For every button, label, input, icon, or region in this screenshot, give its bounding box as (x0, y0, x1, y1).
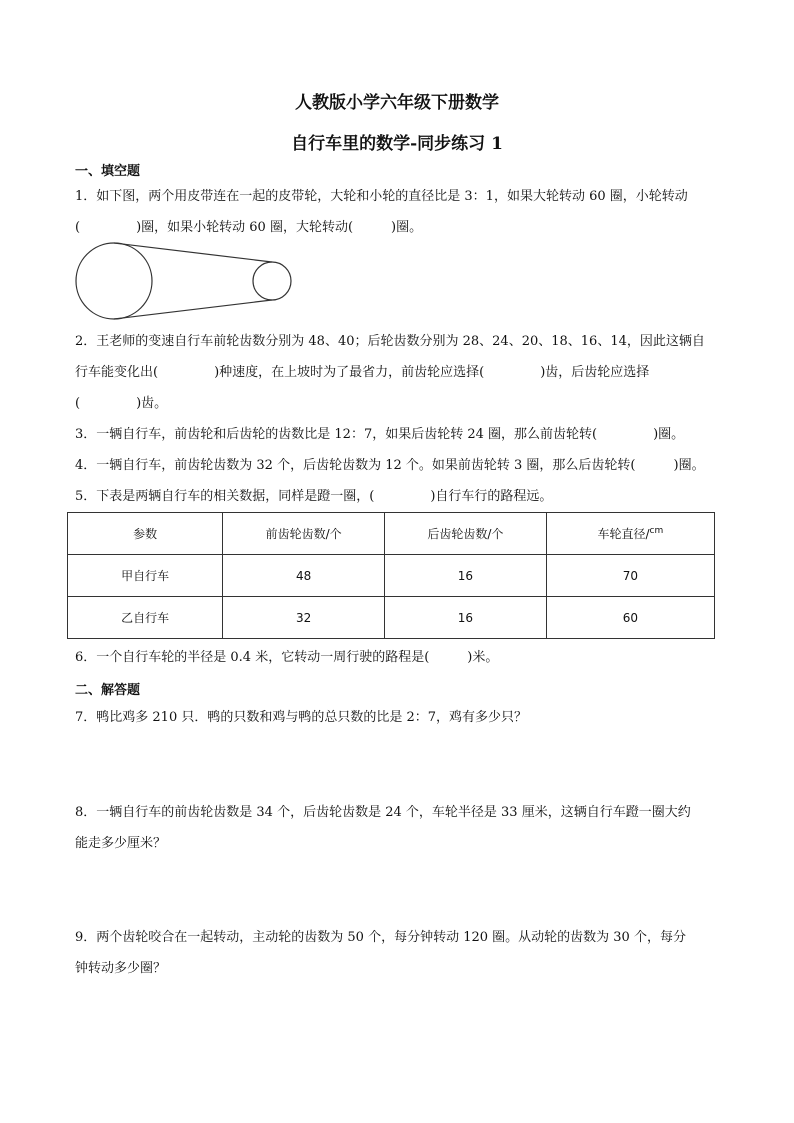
question-7: 7．鸭比鸡多 210 只．鸭的只数和鸡与鸭的总只数的比是 2：7，鸡有多少只？ (75, 710, 528, 725)
table-cell: 32 (223, 597, 385, 639)
table-cell: 乙自行车 (68, 597, 223, 639)
table-cell: 16 (385, 597, 547, 639)
table-cell: 70 (546, 555, 714, 597)
question-8-line-2: 能走多少厘米？ (75, 836, 167, 851)
table-header-cell: 车轮直径/$^{cm}$ (546, 513, 714, 555)
question-6: 6．一个自行车轮的半径是 0.4 米，它转动一周行驶的路程是( )米。 (75, 650, 499, 665)
table-cell: 16 (385, 555, 547, 597)
table-header-row (68, 513, 715, 555)
page-subtitle: 自行车里的数学-同步练习 1 (291, 134, 503, 154)
table-row (68, 597, 715, 639)
table-cell: 48 (223, 555, 385, 597)
bicycle-data-table (67, 512, 715, 639)
question-1-line-1: 1．如下图，两个用皮带连在一起的皮带轮，大轮和小轮的直径比是 3：1，如果大轮转动 60 圈，小轮转动 (75, 189, 688, 204)
section-problems: 二、解答题 (75, 683, 141, 698)
table-cell: 60 (546, 597, 714, 639)
question-3: 3．一辆自行车，前齿轮和后齿轮的齿数比是 12：7，如果后齿轮转 24 圈，那么前齿轮转( )圈。 (75, 427, 685, 442)
large-pulley (76, 243, 152, 319)
question-1 (75, 181, 725, 243)
belt-pulley-diagram (74, 242, 296, 322)
question-2-line-3: ( )齿。 (75, 396, 168, 411)
question-5: 5．下表是两辆自行车的相关数据，同样是蹬一圈，( )自行车行的路程远。 (75, 489, 553, 504)
question-4: 4．一辆自行车，前齿轮齿数为 32 个，后齿轮齿数为 12 个。如果前齿轮转 3 圈，那么后齿轮转( )圈。 (75, 458, 705, 473)
unit-label: cm (649, 526, 664, 536)
question-1-line-2: ( )圈，如果小轮转动 60 圈，大轮转动( )圈。 (75, 220, 423, 235)
belt-bottom (114, 300, 272, 319)
question-8 (75, 797, 725, 859)
question-9 (75, 922, 725, 984)
table-row (68, 555, 715, 597)
question-2-line-1: 2．王老师的变速自行车前轮齿数分别为 48、40；后轮齿数分别为 28、24、20、18、16、14，因此这辆自 (75, 334, 705, 349)
table-header-cell: 后齿轮齿数/个 (385, 513, 547, 555)
question-2 (75, 326, 725, 419)
question-2-line-2: 行车能变化出( )种速度，在上坡时为了最省力，前齿轮应选择( )齿，后齿轮应选择 (75, 365, 650, 380)
page-title: 人教版小学六年级下册数学 (295, 93, 499, 113)
question-9-line-2: 钟转动多少圈？ (75, 961, 167, 976)
small-pulley (253, 262, 291, 300)
section-fill-in: 一、填空题 (75, 164, 141, 179)
table-header-cell: 参数 (68, 513, 223, 555)
table-header-cell: 前齿轮齿数/个 (223, 513, 385, 555)
table-cell: 甲自行车 (68, 555, 223, 597)
question-9-line-1: 9．两个齿轮咬合在一起转动，主动轮的齿数为 50 个，每分钟转动 120 圈。从动轮的齿数为 30 个，每分 (75, 930, 686, 945)
belt-top (114, 243, 272, 262)
question-8-line-1: 8．一辆自行车的前齿轮齿数是 34 个，后齿轮齿数是 24 个，车轮半径是 33 厘米，这辆自行车蹬一圈大约 (75, 805, 691, 820)
